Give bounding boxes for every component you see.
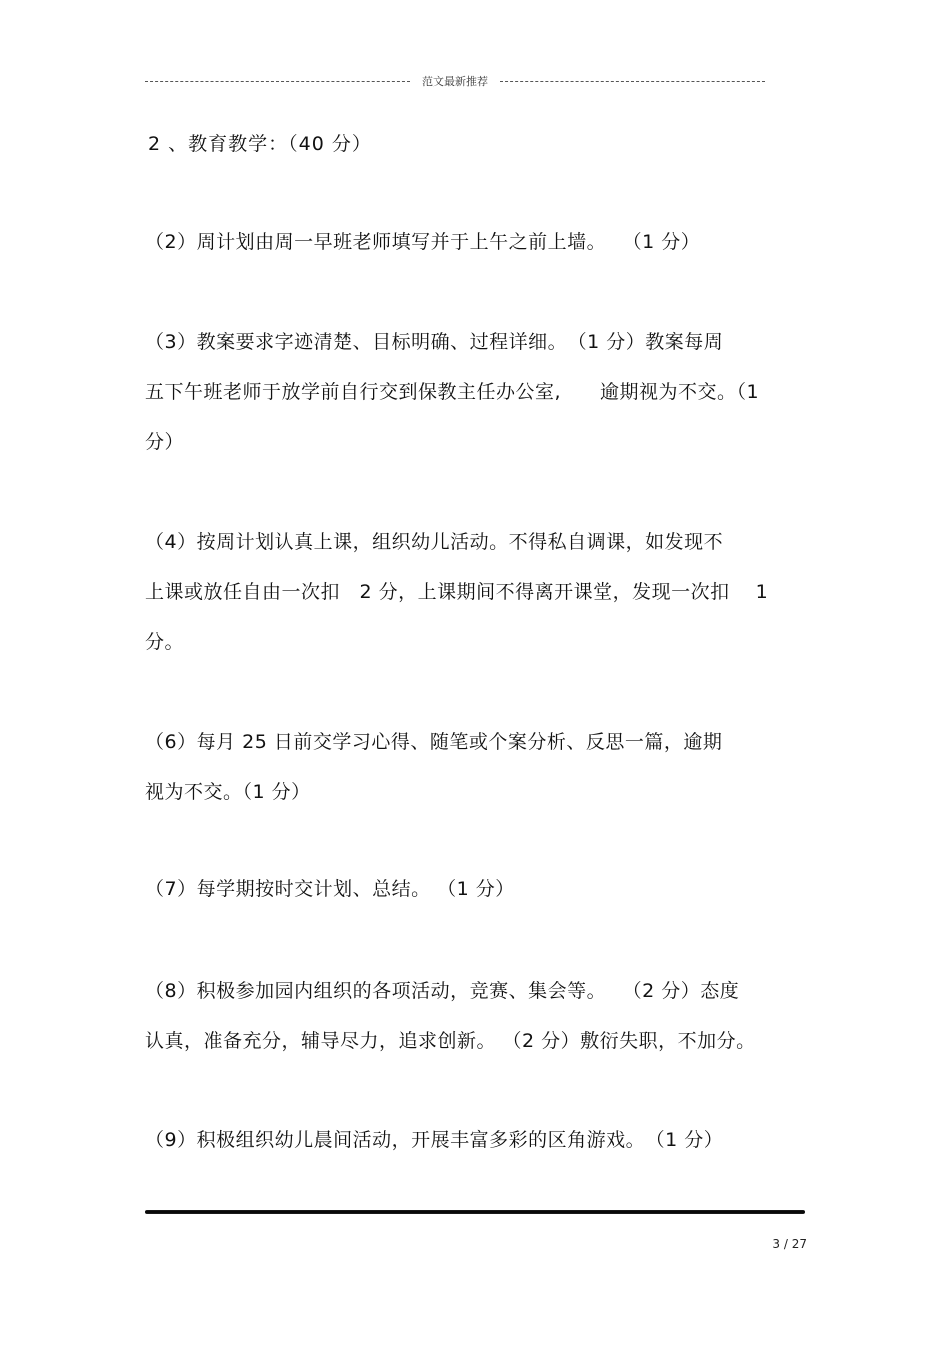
section-title: 2 、教育教学：（40 分） xyxy=(148,133,372,155)
item-line: 分。 xyxy=(145,631,185,653)
item-line: 视为不交。（1 分） xyxy=(145,781,311,803)
item-3 xyxy=(145,317,810,467)
item-2 xyxy=(145,217,810,267)
header-dash-right xyxy=(500,81,765,82)
item-line: （7）每学期按时交计划、总结。 （1 分） xyxy=(145,878,515,900)
item-line: （3）教案要求字迹清楚、目标明确、过程详细。 （1 分）教案每周 xyxy=(145,331,724,353)
item-line: 五下午班老师于放学前自行交到保教主任办公室, 逾期视为不交。（1 xyxy=(145,381,760,403)
item-line: （2）周计划由周一早班老师填写并于上午之前上墙。 （1 分） xyxy=(145,231,701,253)
page-number: 3 / 27 xyxy=(772,1237,807,1251)
item-6 xyxy=(145,717,810,817)
header-title: 范文最新推荐 xyxy=(422,75,488,88)
item-line: （9）积极组织幼儿晨间活动，开展丰富多彩的区角游戏。 （1 分） xyxy=(145,1129,724,1151)
item-line: （6）每月 25 日前交学习心得、随笔或个案分析、反思一篇，逾期 xyxy=(145,731,723,753)
item-line: 上课或放任自由一次扣 2 分，上课期间不得离开课堂，发现一次扣 1 xyxy=(145,581,769,603)
item-9 xyxy=(145,1115,810,1165)
header-dash-left xyxy=(145,81,410,82)
footer-rule xyxy=(145,1210,805,1214)
item-line: （8）积极参加园内组织的各项活动，竞赛、集会等。 （2 分）态度 xyxy=(145,980,740,1002)
item-line: 分） xyxy=(145,431,185,453)
page-header xyxy=(145,72,765,90)
item-line: 认真，准备充分，辅导尽力，追求创新。 （2 分）敷衍失职，不加分。 xyxy=(145,1030,756,1052)
item-7 xyxy=(145,864,810,914)
item-8 xyxy=(145,966,810,1066)
item-4 xyxy=(145,517,810,667)
item-line: （4）按周计划认真上课，组织幼儿活动。不得私自调课，如发现不 xyxy=(145,531,724,553)
